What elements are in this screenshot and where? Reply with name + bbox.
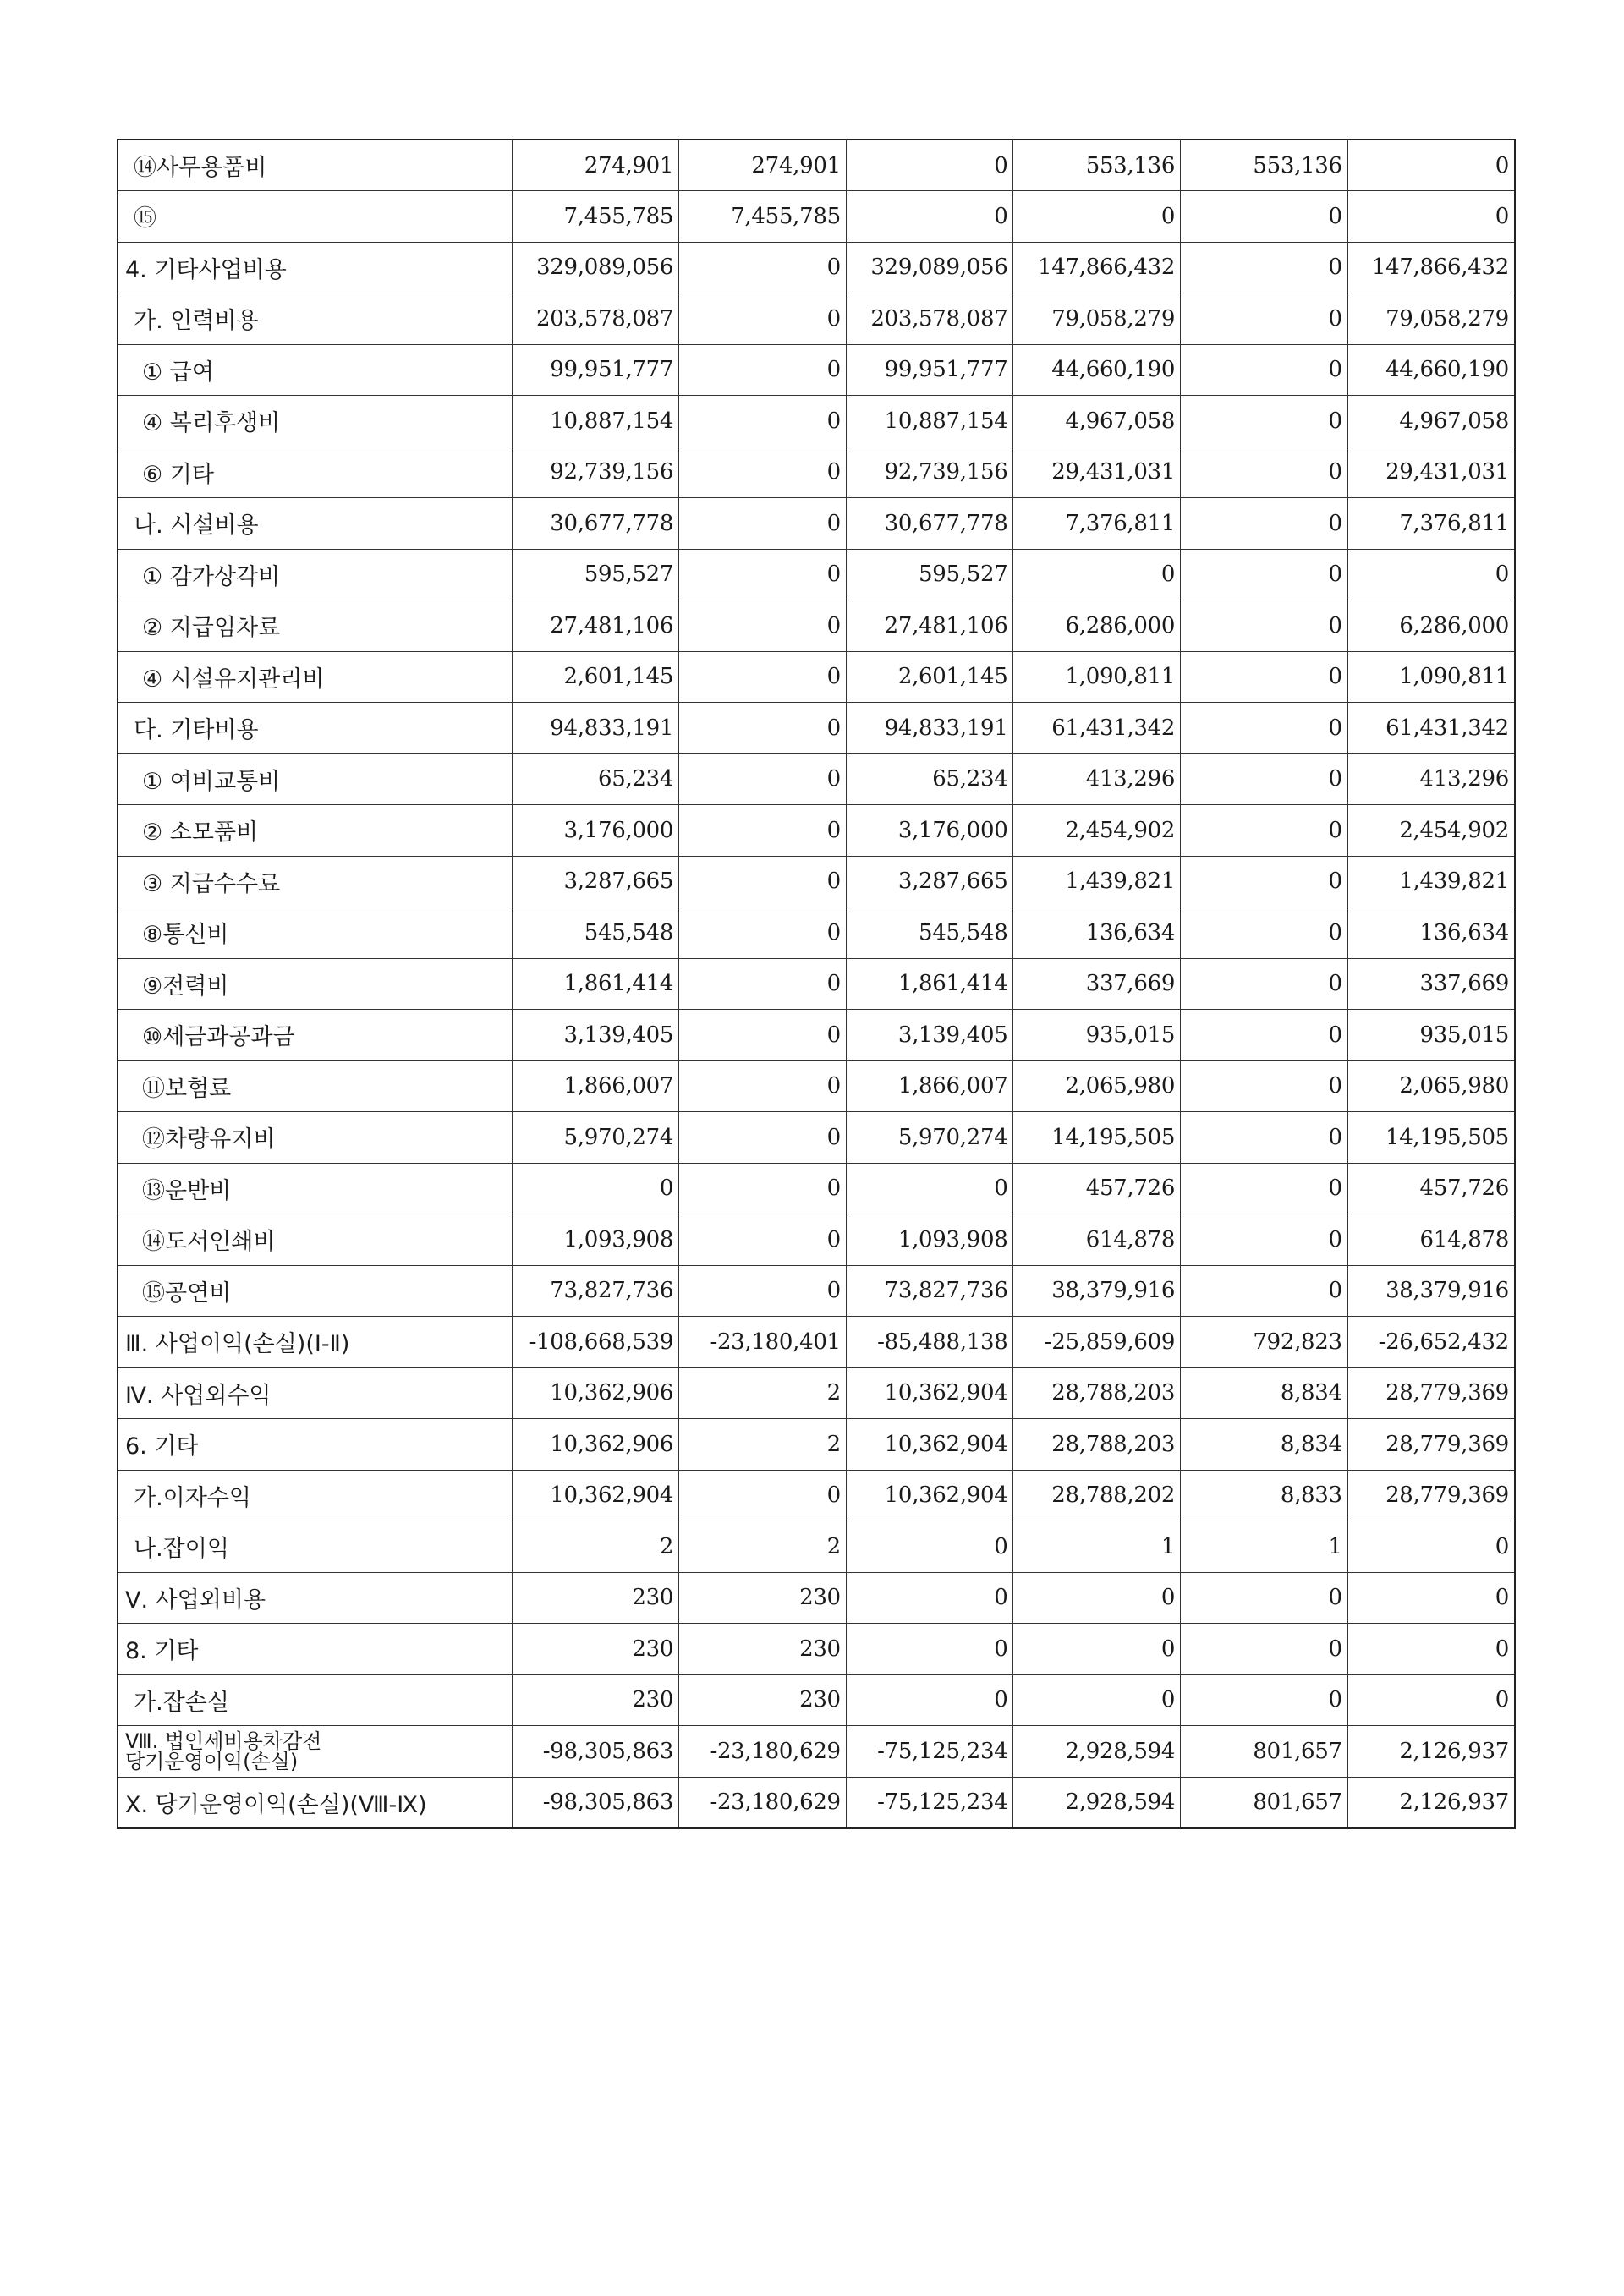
value-cell-col2: 0 xyxy=(679,1265,847,1317)
value-cell-col3: -75,125,234 xyxy=(846,1726,1013,1778)
row-label: Ⅲ. 사업이익(손실)(Ⅰ-Ⅱ) xyxy=(118,1317,512,1368)
value-cell-col2: -23,180,629 xyxy=(679,1726,847,1778)
value-cell-col6: 0 xyxy=(1347,1624,1515,1675)
value-cell-col4: 38,379,916 xyxy=(1013,1265,1181,1317)
value-cell-col4: 1,439,821 xyxy=(1013,856,1181,907)
value-cell-col3: 92,739,156 xyxy=(846,447,1013,498)
table-row xyxy=(118,1010,1515,1061)
value-cell-col3: 0 xyxy=(846,1163,1013,1214)
value-cell-col4: 28,788,203 xyxy=(1013,1419,1181,1471)
value-cell-col5: 0 xyxy=(1181,1624,1348,1675)
value-cell-col4: 614,878 xyxy=(1013,1214,1181,1266)
table-row xyxy=(118,753,1515,805)
table-row xyxy=(118,549,1515,600)
value-cell-col1: -98,305,863 xyxy=(512,1726,679,1778)
value-cell-col5: 0 xyxy=(1181,447,1348,498)
value-cell-col1: 1,866,007 xyxy=(512,1060,679,1112)
value-cell-col5: 0 xyxy=(1181,344,1348,396)
row-label: Ⅹ. 당기운영이익(손실)(Ⅷ-Ⅸ) xyxy=(118,1777,512,1828)
table-row xyxy=(118,1112,1515,1164)
row-label: Ⅳ. 사업외수익 xyxy=(118,1367,512,1419)
value-cell-col3: 0 xyxy=(846,191,1013,243)
value-cell-col5: 0 xyxy=(1181,242,1348,293)
value-cell-col3: 203,578,087 xyxy=(846,293,1013,345)
row-label: 다. 기타비용 xyxy=(118,703,512,754)
value-cell-col6: 1,090,811 xyxy=(1347,651,1515,703)
value-cell-col1: 65,234 xyxy=(512,753,679,805)
value-cell-col2: 2 xyxy=(679,1419,847,1471)
value-cell-col5: 8,834 xyxy=(1181,1419,1348,1471)
row-label: ⑨전력비 xyxy=(118,958,512,1010)
value-cell-col2: 0 xyxy=(679,958,847,1010)
value-cell-col4: 147,866,432 xyxy=(1013,242,1181,293)
value-cell-col3: 0 xyxy=(846,1674,1013,1726)
table-row xyxy=(118,1060,1515,1112)
value-cell-col4: 136,634 xyxy=(1013,907,1181,959)
table-body xyxy=(118,140,1515,1828)
table-row xyxy=(118,958,1515,1010)
value-cell-col4: 4,967,058 xyxy=(1013,396,1181,447)
value-cell-col2: 0 xyxy=(679,549,847,600)
value-cell-col2: 0 xyxy=(679,1214,847,1266)
value-cell-col5: 0 xyxy=(1181,856,1348,907)
value-cell-col4: 29,431,031 xyxy=(1013,447,1181,498)
table-row xyxy=(118,805,1515,857)
value-cell-col4: 2,454,902 xyxy=(1013,805,1181,857)
value-cell-col2: 0 xyxy=(679,447,847,498)
value-cell-col5: 0 xyxy=(1181,1674,1348,1726)
value-cell-col1: 230 xyxy=(512,1572,679,1624)
table-row xyxy=(118,191,1515,243)
row-label: ② 지급임차료 xyxy=(118,600,512,652)
value-cell-col4: 935,015 xyxy=(1013,1010,1181,1061)
table-row xyxy=(118,140,1515,191)
value-cell-col4: 0 xyxy=(1013,1624,1181,1675)
value-cell-col1: 10,362,904 xyxy=(512,1470,679,1521)
value-cell-col2: 230 xyxy=(679,1572,847,1624)
value-cell-col5: 0 xyxy=(1181,498,1348,550)
value-cell-col4: 2,928,594 xyxy=(1013,1726,1181,1778)
value-cell-col4: 28,788,203 xyxy=(1013,1367,1181,1419)
table-row xyxy=(118,1265,1515,1317)
table-row xyxy=(118,1521,1515,1573)
value-cell-col1: 99,951,777 xyxy=(512,344,679,396)
value-cell-col6: 337,669 xyxy=(1347,958,1515,1010)
value-cell-col1: 10,887,154 xyxy=(512,396,679,447)
table-row xyxy=(118,447,1515,498)
table-row xyxy=(118,498,1515,550)
table-row xyxy=(118,293,1515,345)
row-label xyxy=(118,1726,512,1778)
value-cell-col3: 1,093,908 xyxy=(846,1214,1013,1266)
value-cell-col2: 0 xyxy=(679,1112,847,1164)
value-cell-col4: 413,296 xyxy=(1013,753,1181,805)
value-cell-col6: 2,454,902 xyxy=(1347,805,1515,857)
table-row xyxy=(118,1214,1515,1266)
value-cell-col2: 0 xyxy=(679,805,847,857)
table-row xyxy=(118,242,1515,293)
row-label: ⑭사무용품비 xyxy=(118,140,512,191)
value-cell-col4: 44,660,190 xyxy=(1013,344,1181,396)
value-cell-col5: 0 xyxy=(1181,1060,1348,1112)
value-cell-col6: 147,866,432 xyxy=(1347,242,1515,293)
value-cell-col4: 61,431,342 xyxy=(1013,703,1181,754)
row-label: 가. 인력비용 xyxy=(118,293,512,345)
value-cell-col1: 3,139,405 xyxy=(512,1010,679,1061)
row-label: ⑮공연비 xyxy=(118,1265,512,1317)
value-cell-col1: 545,548 xyxy=(512,907,679,959)
value-cell-col2: 230 xyxy=(679,1624,847,1675)
value-cell-col1: 94,833,191 xyxy=(512,703,679,754)
value-cell-col6: 7,376,811 xyxy=(1347,498,1515,550)
value-cell-col5: 0 xyxy=(1181,191,1348,243)
value-cell-col2: 2 xyxy=(679,1367,847,1419)
value-cell-col5: 0 xyxy=(1181,396,1348,447)
value-cell-col1: 7,455,785 xyxy=(512,191,679,243)
value-cell-col4: 1,090,811 xyxy=(1013,651,1181,703)
value-cell-col2: 0 xyxy=(679,651,847,703)
value-cell-col4: 0 xyxy=(1013,1572,1181,1624)
value-cell-col2: -23,180,401 xyxy=(679,1317,847,1368)
value-cell-col1: 329,089,056 xyxy=(512,242,679,293)
table-row xyxy=(118,1726,1515,1778)
value-cell-col3: 1,861,414 xyxy=(846,958,1013,1010)
value-cell-col1: 1,861,414 xyxy=(512,958,679,1010)
value-cell-col6: 61,431,342 xyxy=(1347,703,1515,754)
value-cell-col1: 2,601,145 xyxy=(512,651,679,703)
row-label: 가.잡손실 xyxy=(118,1674,512,1726)
value-cell-col4: 14,195,505 xyxy=(1013,1112,1181,1164)
value-cell-col5: 0 xyxy=(1181,958,1348,1010)
row-label: 나. 시설비용 xyxy=(118,498,512,550)
value-cell-col5: 0 xyxy=(1181,1572,1348,1624)
value-cell-col1: 230 xyxy=(512,1674,679,1726)
value-cell-col3: 10,362,904 xyxy=(846,1367,1013,1419)
value-cell-col6: 0 xyxy=(1347,1521,1515,1573)
value-cell-col2: 0 xyxy=(679,600,847,652)
table-row xyxy=(118,344,1515,396)
financial-statement-table xyxy=(117,139,1516,1829)
value-cell-col6: -26,652,432 xyxy=(1347,1317,1515,1368)
value-cell-col3: 2,601,145 xyxy=(846,651,1013,703)
row-label: ② 소모품비 xyxy=(118,805,512,857)
value-cell-col1: 1,093,908 xyxy=(512,1214,679,1266)
row-label: Ⅴ. 사업외비용 xyxy=(118,1572,512,1624)
value-cell-col3: 10,362,904 xyxy=(846,1470,1013,1521)
table-row xyxy=(118,1317,1515,1368)
value-cell-col1: 230 xyxy=(512,1624,679,1675)
value-cell-col4: 2,928,594 xyxy=(1013,1777,1181,1828)
value-cell-col4: 553,136 xyxy=(1013,140,1181,191)
value-cell-col2: 0 xyxy=(679,1010,847,1061)
value-cell-col2: -23,180,629 xyxy=(679,1777,847,1828)
value-cell-col2: 0 xyxy=(679,293,847,345)
value-cell-col6: 6,286,000 xyxy=(1347,600,1515,652)
table-row xyxy=(118,1572,1515,1624)
value-cell-col3: 10,887,154 xyxy=(846,396,1013,447)
table-row xyxy=(118,907,1515,959)
row-label: 6. 기타 xyxy=(118,1419,512,1471)
value-cell-col4: 28,788,202 xyxy=(1013,1470,1181,1521)
value-cell-col6: 79,058,279 xyxy=(1347,293,1515,345)
table-row xyxy=(118,1624,1515,1675)
row-label: 8. 기타 xyxy=(118,1624,512,1675)
value-cell-col6: 28,779,369 xyxy=(1347,1470,1515,1521)
value-cell-col3: 0 xyxy=(846,1624,1013,1675)
value-cell-col5: 0 xyxy=(1181,805,1348,857)
value-cell-col4: 7,376,811 xyxy=(1013,498,1181,550)
value-cell-col2: 0 xyxy=(679,1060,847,1112)
value-cell-col6: 29,431,031 xyxy=(1347,447,1515,498)
value-cell-col1: 27,481,106 xyxy=(512,600,679,652)
value-cell-col5: 1 xyxy=(1181,1521,1348,1573)
value-cell-col2: 230 xyxy=(679,1674,847,1726)
table-row xyxy=(118,600,1515,652)
value-cell-col2: 2 xyxy=(679,1521,847,1573)
value-cell-col5: 0 xyxy=(1181,549,1348,600)
value-cell-col3: 545,548 xyxy=(846,907,1013,959)
value-cell-col1: 203,578,087 xyxy=(512,293,679,345)
row-label: ① 급여 xyxy=(118,344,512,396)
value-cell-col4: 457,726 xyxy=(1013,1163,1181,1214)
value-cell-col3: 27,481,106 xyxy=(846,600,1013,652)
value-cell-col2: 0 xyxy=(679,753,847,805)
table-row xyxy=(118,651,1515,703)
value-cell-col6: 614,878 xyxy=(1347,1214,1515,1266)
row-label: ⑥ 기타 xyxy=(118,447,512,498)
value-cell-col4: 1 xyxy=(1013,1521,1181,1573)
value-cell-col3: 65,234 xyxy=(846,753,1013,805)
value-cell-col5: 0 xyxy=(1181,1163,1348,1214)
table-row xyxy=(118,856,1515,907)
value-cell-col1: 595,527 xyxy=(512,549,679,600)
table-row xyxy=(118,1367,1515,1419)
value-cell-col5: 0 xyxy=(1181,703,1348,754)
value-cell-col2: 7,455,785 xyxy=(679,191,847,243)
row-label: ① 여비교통비 xyxy=(118,753,512,805)
value-cell-col2: 274,901 xyxy=(679,140,847,191)
value-cell-col3: 5,970,274 xyxy=(846,1112,1013,1164)
table-row xyxy=(118,1674,1515,1726)
value-cell-col4: 79,058,279 xyxy=(1013,293,1181,345)
value-cell-col6: 1,439,821 xyxy=(1347,856,1515,907)
value-cell-col3: 30,677,778 xyxy=(846,498,1013,550)
value-cell-col6: 935,015 xyxy=(1347,1010,1515,1061)
value-cell-col5: 792,823 xyxy=(1181,1317,1348,1368)
value-cell-col5: 0 xyxy=(1181,600,1348,652)
value-cell-col1: 3,176,000 xyxy=(512,805,679,857)
value-cell-col3: -85,488,138 xyxy=(846,1317,1013,1368)
value-cell-col4: 6,286,000 xyxy=(1013,600,1181,652)
value-cell-col5: 0 xyxy=(1181,1265,1348,1317)
row-label: ⑫차량유지비 xyxy=(118,1112,512,1164)
value-cell-col3: 0 xyxy=(846,1521,1013,1573)
value-cell-col6: 0 xyxy=(1347,140,1515,191)
row-label: ⑭도서인쇄비 xyxy=(118,1214,512,1266)
value-cell-col5: 0 xyxy=(1181,1112,1348,1164)
value-cell-col4: 0 xyxy=(1013,1674,1181,1726)
table-row xyxy=(118,1163,1515,1214)
value-cell-col1: -108,668,539 xyxy=(512,1317,679,1368)
value-cell-col5: 0 xyxy=(1181,1214,1348,1266)
value-cell-col3: 0 xyxy=(846,140,1013,191)
value-cell-col5: 801,657 xyxy=(1181,1777,1348,1828)
value-cell-col3: 0 xyxy=(846,1572,1013,1624)
value-cell-col1: 274,901 xyxy=(512,140,679,191)
table-row xyxy=(118,703,1515,754)
row-label: 4. 기타사업비용 xyxy=(118,242,512,293)
value-cell-col3: 3,287,665 xyxy=(846,856,1013,907)
value-cell-col3: 10,362,904 xyxy=(846,1419,1013,1471)
value-cell-col2: 0 xyxy=(679,907,847,959)
value-cell-col1: 92,739,156 xyxy=(512,447,679,498)
table-row xyxy=(118,1419,1515,1471)
row-label: ⑮ xyxy=(118,191,512,243)
value-cell-col1: 10,362,906 xyxy=(512,1419,679,1471)
value-cell-col6: 0 xyxy=(1347,1674,1515,1726)
value-cell-col3: 3,176,000 xyxy=(846,805,1013,857)
value-cell-col1: 30,677,778 xyxy=(512,498,679,550)
value-cell-col3: 1,866,007 xyxy=(846,1060,1013,1112)
value-cell-col2: 0 xyxy=(679,242,847,293)
value-cell-col2: 0 xyxy=(679,344,847,396)
value-cell-col2: 0 xyxy=(679,1470,847,1521)
value-cell-col6: 44,660,190 xyxy=(1347,344,1515,396)
value-cell-col3: 329,089,056 xyxy=(846,242,1013,293)
value-cell-col5: 553,136 xyxy=(1181,140,1348,191)
value-cell-col6: 2,126,937 xyxy=(1347,1726,1515,1778)
value-cell-col5: 8,833 xyxy=(1181,1470,1348,1521)
value-cell-col2: 0 xyxy=(679,1163,847,1214)
value-cell-col3: 94,833,191 xyxy=(846,703,1013,754)
table-row xyxy=(118,1777,1515,1828)
row-label: ④ 복리후생비 xyxy=(118,396,512,447)
value-cell-col6: 0 xyxy=(1347,191,1515,243)
value-cell-col3: -75,125,234 xyxy=(846,1777,1013,1828)
value-cell-col5: 0 xyxy=(1181,651,1348,703)
value-cell-col2: 0 xyxy=(679,396,847,447)
value-cell-col2: 0 xyxy=(679,703,847,754)
value-cell-col3: 99,951,777 xyxy=(846,344,1013,396)
row-label: ⑩세금과공과금 xyxy=(118,1010,512,1061)
value-cell-col1: 73,827,736 xyxy=(512,1265,679,1317)
value-cell-col6: 28,779,369 xyxy=(1347,1367,1515,1419)
row-label-line1: Ⅷ. 법인세비용차감전 xyxy=(125,1729,322,1753)
value-cell-col5: 0 xyxy=(1181,907,1348,959)
row-label: ① 감가상각비 xyxy=(118,549,512,600)
value-cell-col3: 3,139,405 xyxy=(846,1010,1013,1061)
value-cell-col5: 0 xyxy=(1181,753,1348,805)
row-label: 나.잡이익 xyxy=(118,1521,512,1573)
row-label-line2: 당기운영이익(손실) xyxy=(125,1749,299,1773)
value-cell-col1: 0 xyxy=(512,1163,679,1214)
value-cell-col6: 14,195,505 xyxy=(1347,1112,1515,1164)
value-cell-col2: 0 xyxy=(679,498,847,550)
value-cell-col6: 413,296 xyxy=(1347,753,1515,805)
value-cell-col3: 595,527 xyxy=(846,549,1013,600)
value-cell-col4: -25,859,609 xyxy=(1013,1317,1181,1368)
row-label: ⑬운반비 xyxy=(118,1163,512,1214)
value-cell-col4: 337,669 xyxy=(1013,958,1181,1010)
value-cell-col3: 73,827,736 xyxy=(846,1265,1013,1317)
value-cell-col1: 5,970,274 xyxy=(512,1112,679,1164)
table-row xyxy=(118,1470,1515,1521)
row-label: 가.이자수익 xyxy=(118,1470,512,1521)
value-cell-col6: 4,967,058 xyxy=(1347,396,1515,447)
value-cell-col1: -98,305,863 xyxy=(512,1777,679,1828)
value-cell-col5: 0 xyxy=(1181,1010,1348,1061)
value-cell-col6: 2,126,937 xyxy=(1347,1777,1515,1828)
value-cell-col4: 2,065,980 xyxy=(1013,1060,1181,1112)
value-cell-col6: 0 xyxy=(1347,549,1515,600)
value-cell-col4: 0 xyxy=(1013,549,1181,600)
row-label: ③ 지급수수료 xyxy=(118,856,512,907)
value-cell-col5: 0 xyxy=(1181,293,1348,345)
value-cell-col1: 10,362,906 xyxy=(512,1367,679,1419)
table-row xyxy=(118,396,1515,447)
value-cell-col6: 0 xyxy=(1347,1572,1515,1624)
value-cell-col6: 38,379,916 xyxy=(1347,1265,1515,1317)
value-cell-col5: 801,657 xyxy=(1181,1726,1348,1778)
value-cell-col6: 2,065,980 xyxy=(1347,1060,1515,1112)
value-cell-col6: 136,634 xyxy=(1347,907,1515,959)
value-cell-col6: 28,779,369 xyxy=(1347,1419,1515,1471)
value-cell-col1: 3,287,665 xyxy=(512,856,679,907)
value-cell-col4: 0 xyxy=(1013,191,1181,243)
value-cell-col2: 0 xyxy=(679,856,847,907)
value-cell-col1: 2 xyxy=(512,1521,679,1573)
row-label: ⑪보험료 xyxy=(118,1060,512,1112)
row-label: ④ 시설유지관리비 xyxy=(118,651,512,703)
row-label: ⑧통신비 xyxy=(118,907,512,959)
value-cell-col6: 457,726 xyxy=(1347,1163,1515,1214)
value-cell-col5: 8,834 xyxy=(1181,1367,1348,1419)
